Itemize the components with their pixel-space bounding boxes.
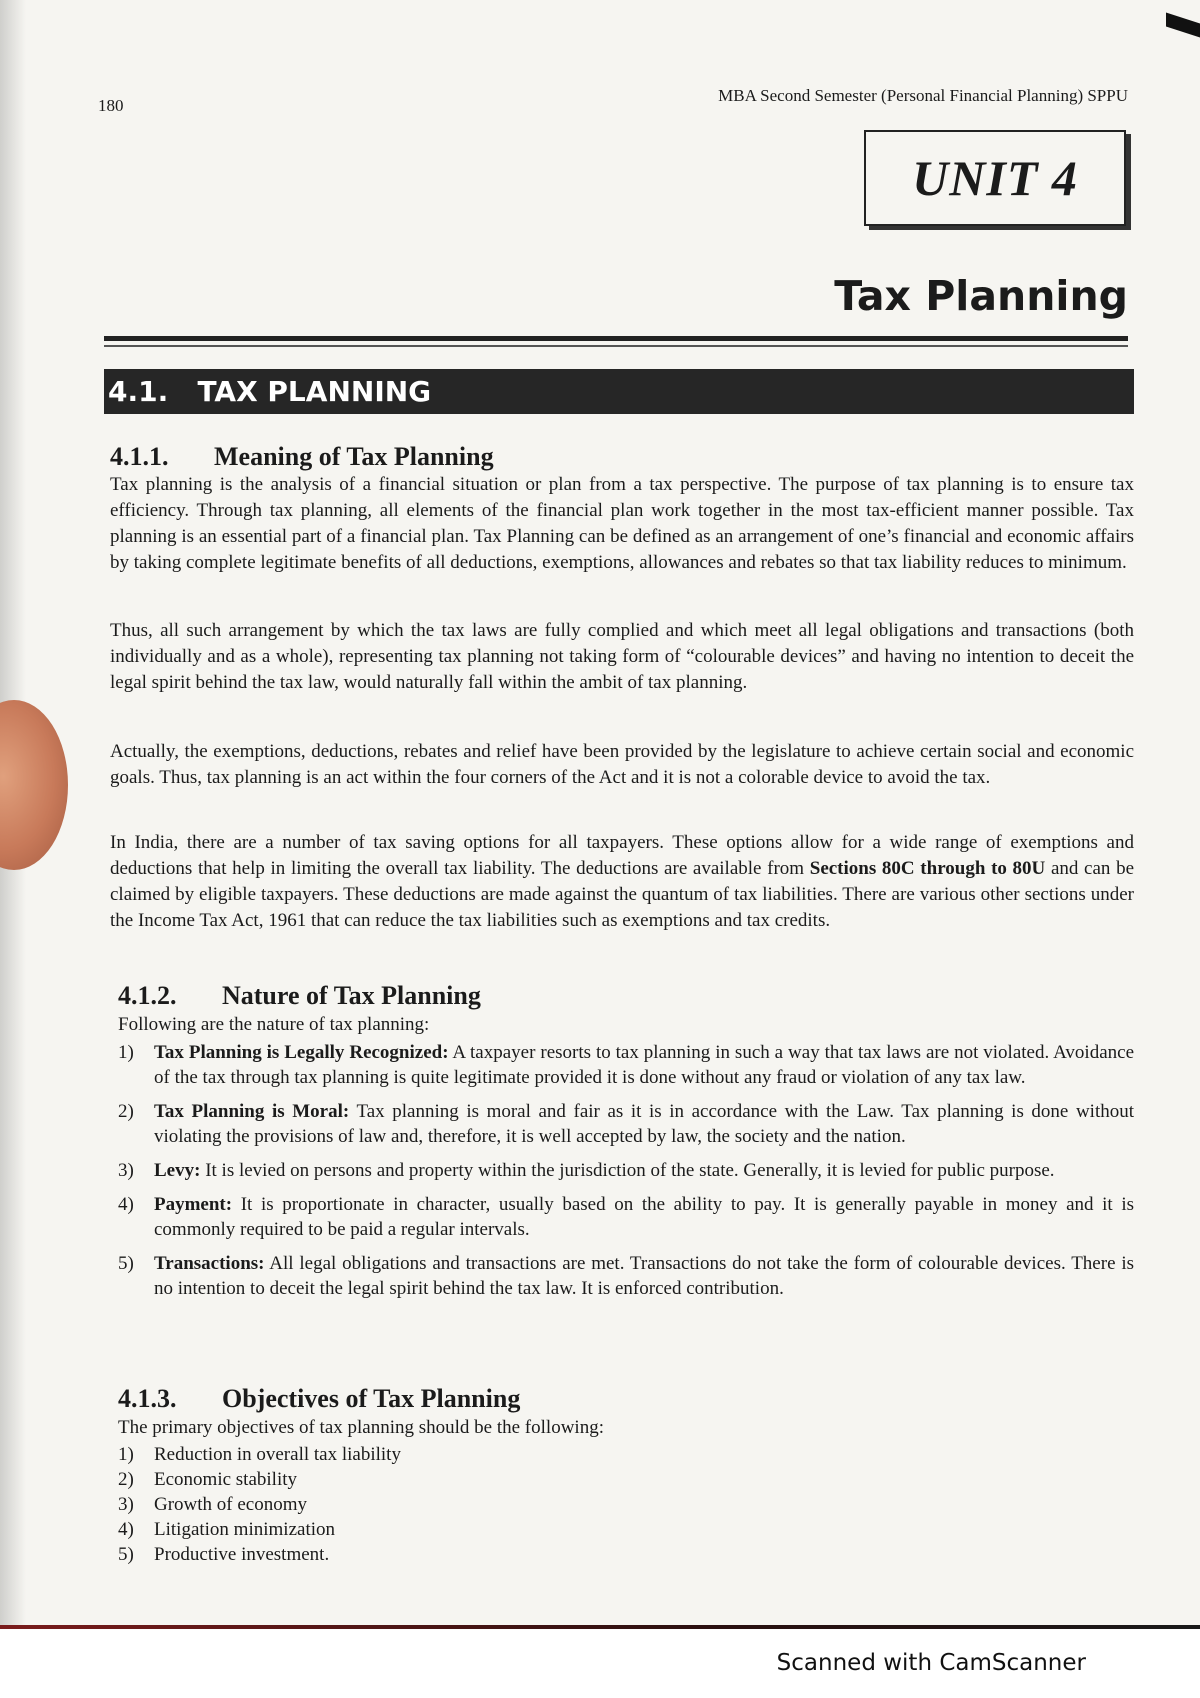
- subsection-number: 4.1.3.: [118, 1384, 177, 1413]
- list-item: [118, 1251, 1134, 1301]
- list-term: Levy:: [154, 1160, 201, 1181]
- subsection-heading-objectives: [118, 1384, 520, 1414]
- running-header: MBA Second Semester (Personal Financial Planning) SPPU: [718, 86, 1128, 105]
- list-item: [118, 1492, 1134, 1517]
- list-item: [118, 1099, 1134, 1149]
- list-text: All legal obligations and transactions are met. Transactions do not take the form of colourable devices. There is no intention to deceit the legal spirit behind the tax law. It is enforced contribution.: [154, 1253, 1134, 1299]
- subsection-heading-nature: [118, 981, 481, 1011]
- list-index: 2): [118, 1101, 134, 1122]
- list-index: 3): [118, 1494, 134, 1515]
- list-item: [118, 1467, 1134, 1492]
- subsection-title: Meaning of Tax Planning: [214, 442, 494, 471]
- meaning-paragraph-3: Actually, the exemptions, deductions, rebates and relief have been provided by the legislature to achieve certain social and economic goals. Thus, tax planning is an act within the four corners of the Act and it is not a colorable device to avoid the tax.: [110, 741, 1134, 788]
- list-index: 3): [118, 1160, 134, 1181]
- unit-label: UNIT 4: [912, 150, 1078, 206]
- meaning-paragraph-india: [110, 830, 1134, 934]
- list-item: [118, 1192, 1134, 1242]
- list-text: Economic stability: [154, 1469, 298, 1490]
- camscanner-watermark: Scanned with CamScanner: [776, 1650, 1086, 1676]
- title-rule-thin: [104, 345, 1128, 347]
- list-index: 5): [118, 1544, 134, 1565]
- list-index: 4): [118, 1519, 134, 1540]
- list-item: [118, 1158, 1134, 1183]
- list-item: [118, 1442, 1134, 1467]
- nature-intro: Following are the nature of tax planning:: [118, 1014, 430, 1035]
- list-item: [118, 1040, 1134, 1090]
- subsection-title: Objectives of Tax Planning: [222, 1384, 521, 1413]
- list-index: 2): [118, 1469, 134, 1490]
- chapter-title: Tax Planning: [834, 272, 1128, 320]
- unit-box: [864, 130, 1126, 226]
- list-term: Payment:: [154, 1194, 233, 1215]
- nature-list: [118, 1040, 1134, 1310]
- india-text-before: In India, there are a number of tax saving options for all taxpayers. These options allow for a wide range of exemptions and deductions that help in limiting the overall tax liability. The deductions are available from: [110, 832, 1134, 879]
- meaning-paragraph-2: Thus, all such arrangement by which the tax laws are fully complied and which meet all legal obligations and transactions (both individually and as a whole), representing tax planning not taking form of “colourable devices” and having no intention to deceit the legal spirit behind the tax law, would naturally fall within the ambit of tax planning.: [110, 620, 1134, 693]
- sections-80c-80u: Sections 80C through to 80U: [809, 858, 1046, 879]
- list-text: Reduction in overall tax liability: [154, 1444, 401, 1465]
- subsection-heading-meaning: [110, 442, 494, 472]
- list-text: Litigation minimization: [154, 1519, 336, 1540]
- list-item: [118, 1517, 1134, 1542]
- list-text: It is proportionate in character, usually based on the ability to pay. It is generally payable in money and it is commonly required to be paid a regular intervals.: [154, 1194, 1134, 1240]
- page-corner-mark: [1166, 12, 1200, 37]
- list-term: Transactions:: [154, 1253, 265, 1274]
- title-rule: [104, 336, 1128, 341]
- list-index: 1): [118, 1444, 134, 1465]
- subsection-number: 4.1.1.: [110, 442, 169, 471]
- list-index: 4): [118, 1194, 134, 1215]
- list-text: Productive investment.: [154, 1544, 330, 1565]
- list-term: Tax Planning is Moral:: [154, 1101, 350, 1122]
- list-text: It is levied on persons and property within the jurisdiction of the state. Generally, it is levied for public purpose.: [200, 1160, 1055, 1181]
- meaning-paragraph-1: Tax planning is the analysis of a financial situation or plan from a tax perspective. The purpose of tax planning is to ensure tax efficiency. Through tax planning, all elements of the financial plan work together in the most tax-efficient manner possible. Tax planning is an essential part of a financial plan. Tax Planning can be defined as an arrangement of one’s financial and economic affairs by taking complete legitimate benefits of all deductions, exemptions, allowances and rebates so that tax liability reduces to minimum.: [110, 474, 1134, 573]
- subsection-title: Nature of Tax Planning: [222, 981, 481, 1010]
- list-text: Growth of economy: [154, 1494, 308, 1515]
- list-text: A taxpayer resorts to tax planning in such a way that tax laws are not violated. Avoidance of the tax through tax planning is quite legitimate provided it is done without any fraud or violation of any tax law.: [154, 1042, 1134, 1088]
- subsection-number: 4.1.2.: [118, 981, 177, 1010]
- objectives-intro: The primary objectives of tax planning should be the following:: [118, 1417, 604, 1438]
- list-index: 5): [118, 1253, 134, 1274]
- objectives-list: [118, 1442, 1134, 1567]
- holding-thumb: [0, 700, 68, 870]
- list-text: Tax planning is moral and fair as it is in accordance with the Law. Tax planning is done without violating the provisions of law and, therefore, it is well accepted by law, the society and the nation.: [154, 1101, 1134, 1147]
- list-index: 1): [118, 1042, 134, 1063]
- india-text-after: and can be claimed by eligible taxpayers. These deductions are made against the quantum of tax liabilities. There are various other sections under the Income Tax Act, 1961 that can reduce the tax liabilities such as exemptions and tax credits.: [110, 858, 1135, 931]
- section-heading-bar: 4.1. TAX PLANNING: [104, 369, 1134, 414]
- list-term: Tax Planning is Legally Recognized:: [154, 1042, 449, 1063]
- page-number: 180: [98, 96, 124, 115]
- list-item: [118, 1542, 1134, 1567]
